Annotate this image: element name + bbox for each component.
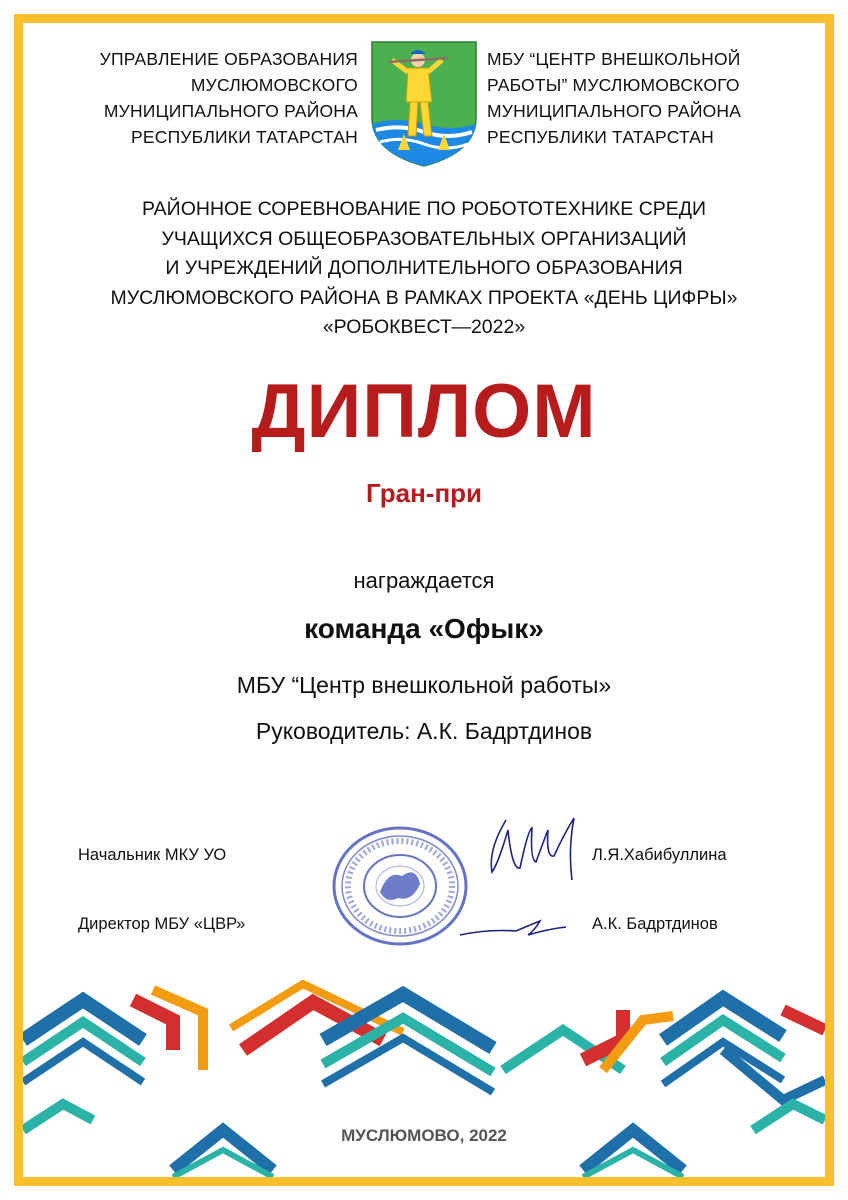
header-right-org: МБУ “ЦЕНТР ВНЕШКОЛЬНОЙ РАБОТЫ” МУСЛЮМОВСКОГО МУНИЦИПАЛЬНОГО РАЙОНА РЕСПУБЛИКИ ТАТАРСТАН xyxy=(487,49,742,147)
signer1-position: Начальник МКУ УО xyxy=(78,846,227,864)
team-leader: Руководитель: А.К. Бадртдинов xyxy=(255,718,593,744)
signer2-position: Директор МБУ «ЦВР» xyxy=(78,915,246,933)
team-name: команда «Офык» xyxy=(304,613,544,644)
event-title: РАЙОННОЕ СОРЕВНОВАНИЕ ПО РОБОТОТЕХНИКЕ СРЕДИ УЧАЩИХСЯ ОБЩЕОБРАЗОВАТЕЛЬНЫХ ОРГАНИЗАЦИЙ И УЧРЕЖДЕНИЙ ДОПОЛНИТЕЛЬНОГО ОБРАЗОВАНИЯ МУСЛЮМОВСКОГО РАЙОНА В РАМКАХ ПРОЕКТА «ДЕНЬ ЦИФРЫ» «РОБОКВЕСТ—2022» xyxy=(110,198,738,338)
decorative-ornament xyxy=(23,980,825,1177)
diploma-heading: ДИПЛОМ xyxy=(251,369,597,454)
signature-2 xyxy=(458,915,568,945)
coat-of-arms-icon xyxy=(370,40,478,168)
round-seal-icon xyxy=(332,826,468,946)
awarded-text: награждается xyxy=(353,568,495,593)
place-and-year: МУСЛЮМОВО, 2022 xyxy=(341,1126,507,1145)
team-organization: МБУ “Центр внешкольной работы» xyxy=(236,672,612,698)
signer1-name: Л.Я.Хабибуллина xyxy=(592,846,727,864)
header-left-org: УПРАВЛЕНИЕ ОБРАЗОВАНИЯ МУСЛЮМОВСКОГО МУНИЦИПАЛЬНОГО РАЙОНА РЕСПУБЛИКИ ТАТАРСТАН xyxy=(99,49,358,147)
signer2-name: А.К. Бадртдинов xyxy=(592,915,718,933)
signature-1 xyxy=(478,810,598,890)
award-title: Гран-при xyxy=(365,478,483,508)
